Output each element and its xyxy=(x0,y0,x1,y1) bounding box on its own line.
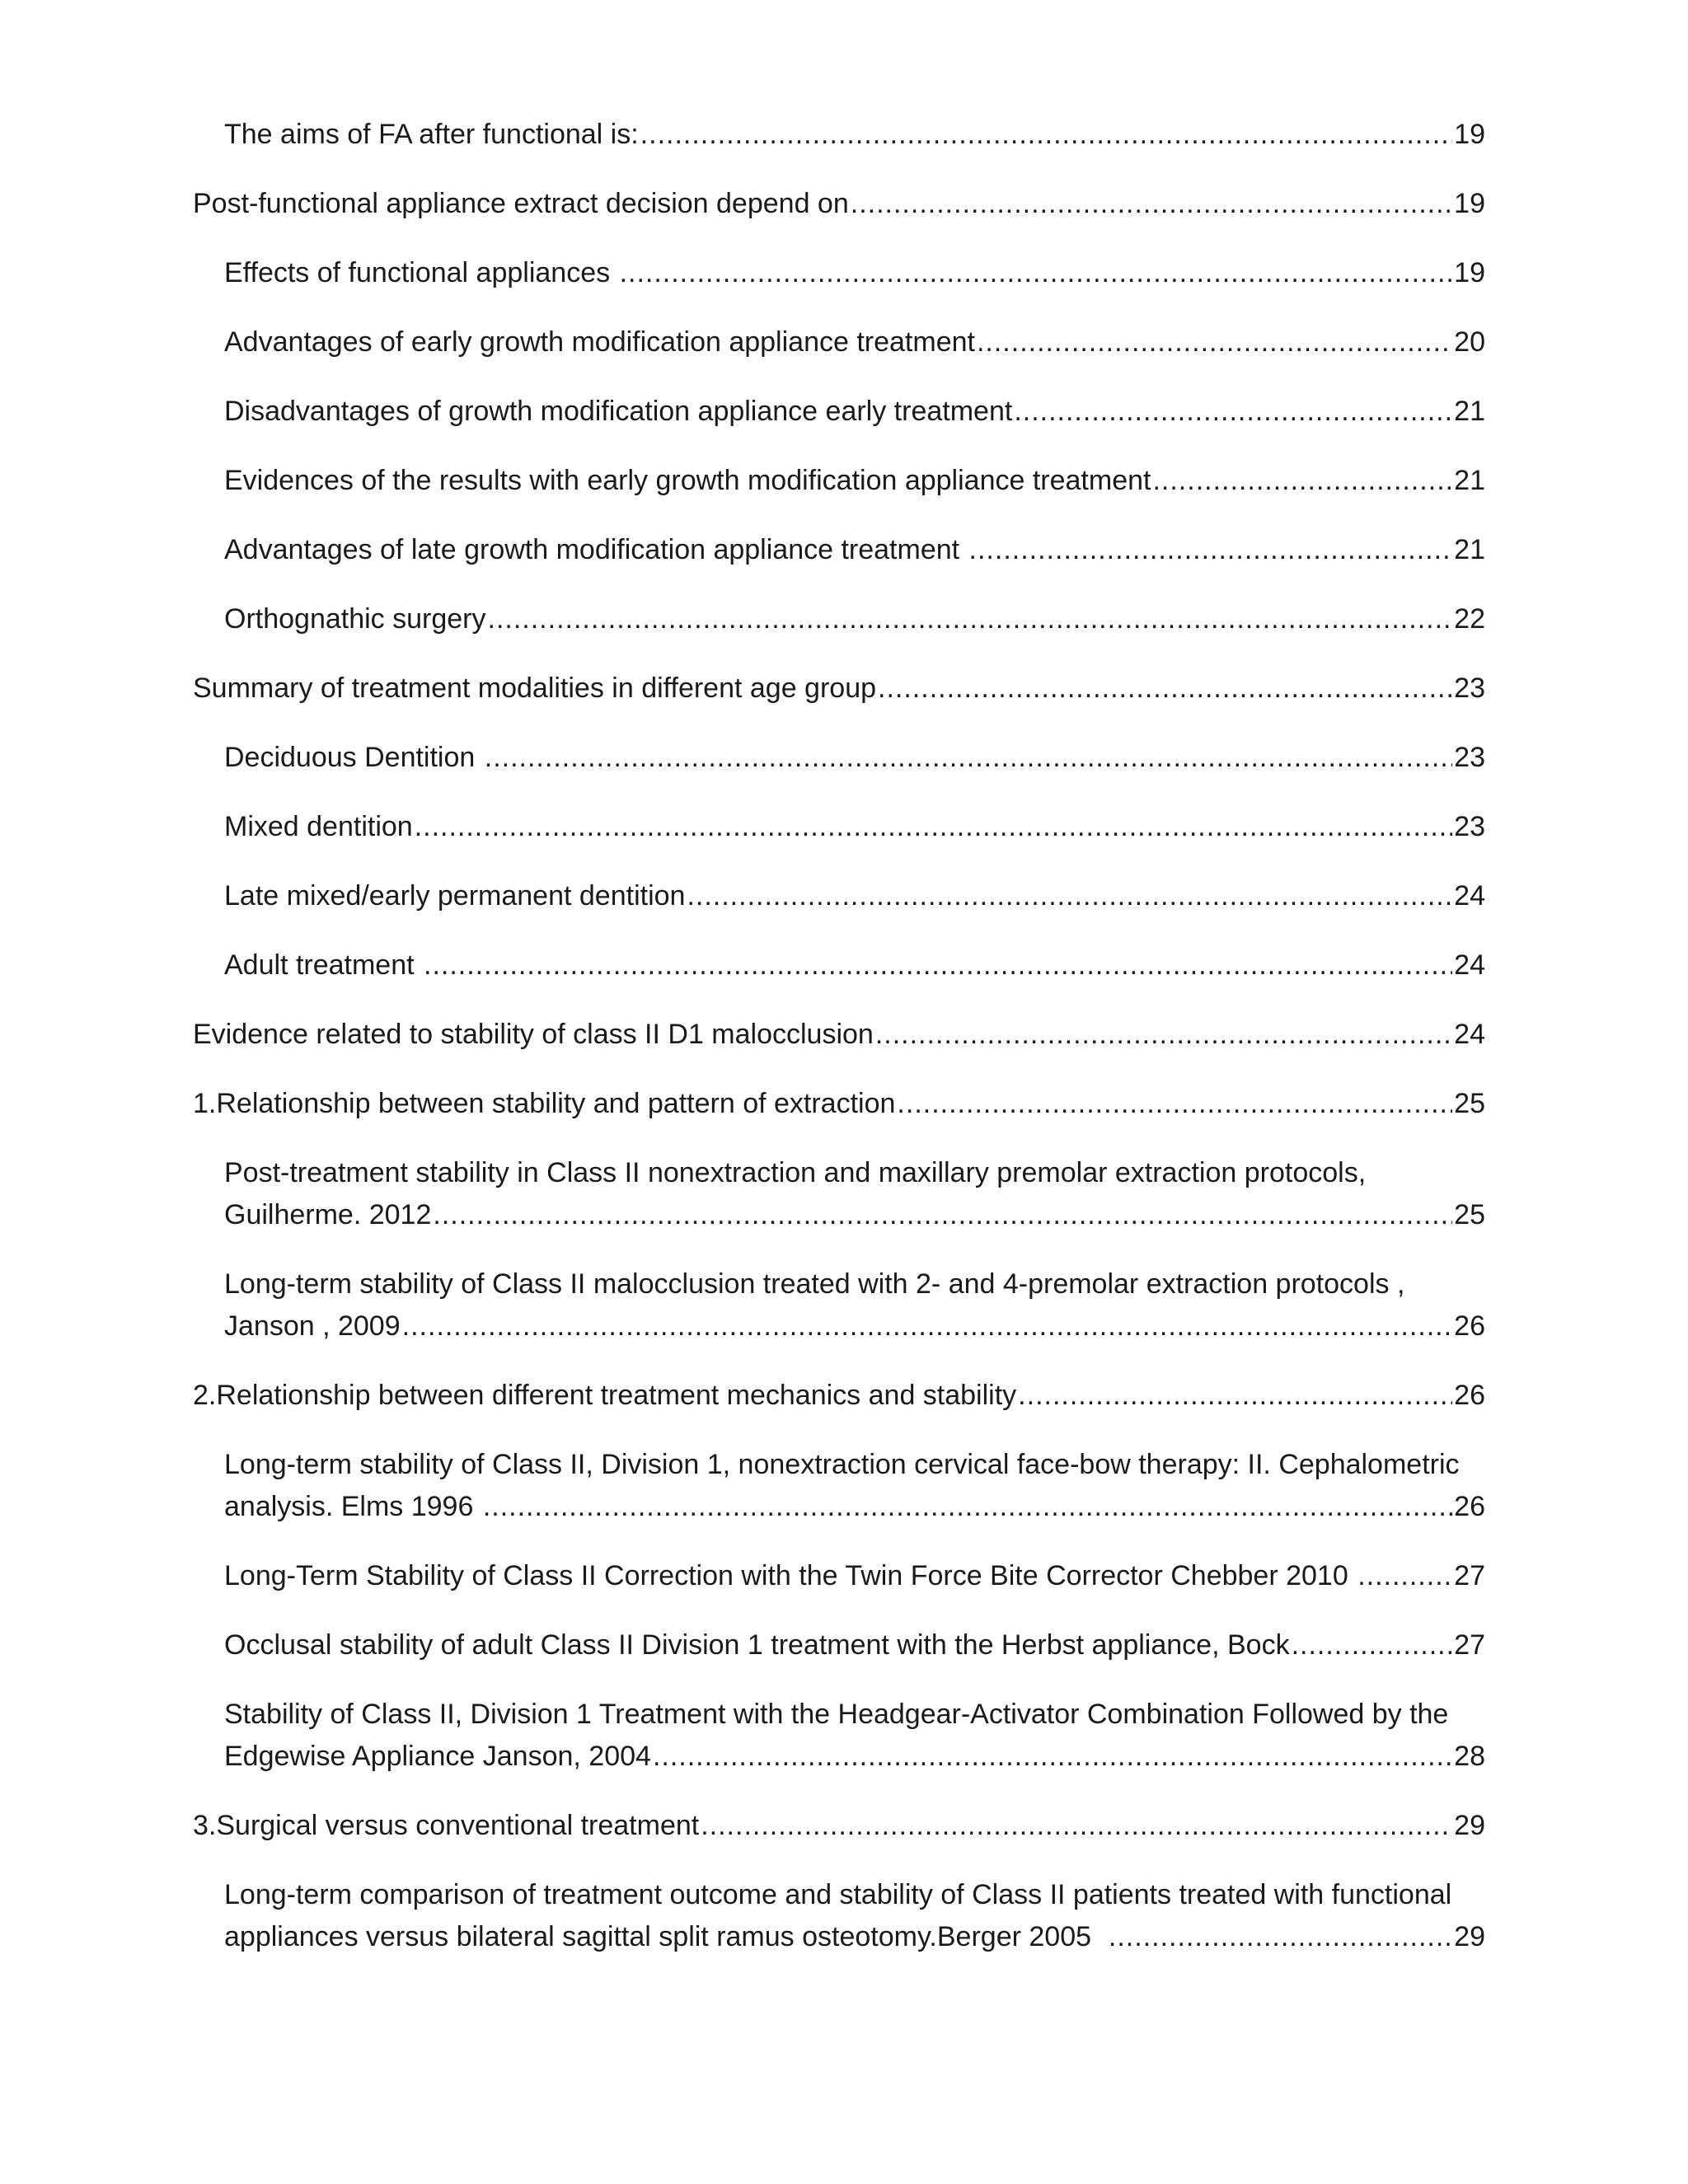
toc-entry-line xyxy=(224,598,1485,640)
toc-entry-title: Post-functional appliance extract decision depend on xyxy=(193,188,849,219)
toc-entry-line xyxy=(224,529,1485,571)
toc-entry-title: Adult treatment xyxy=(224,949,423,981)
toc-subsection-entry[interactable] xyxy=(193,1152,1485,1236)
toc-entry-line xyxy=(224,944,1485,987)
toc-subsection-entry[interactable] xyxy=(193,1444,1485,1528)
table-of-contents xyxy=(193,114,1485,1985)
dot-leader xyxy=(977,321,1452,363)
toc-entry-line xyxy=(193,1805,1485,1847)
dot-leader xyxy=(433,1194,1452,1236)
toc-entry-title-line1: Long-term comparison of treatment outcome and stability of Class II patients treated with functional xyxy=(224,1879,1452,1910)
toc-subsection-entry[interactable] xyxy=(193,1624,1485,1666)
toc-section-entry[interactable] xyxy=(193,1014,1485,1056)
toc-section-entry[interactable] xyxy=(193,668,1485,710)
dot-leader xyxy=(415,806,1452,848)
toc-entry-title: Advantages of early growth modification appliance treatment xyxy=(224,326,975,358)
toc-entry-line xyxy=(224,1555,1485,1597)
toc-page-number: 19 xyxy=(1454,257,1485,288)
toc-page-number: 21 xyxy=(1454,396,1485,427)
toc-entry-title: 2.Relationship between different treatment mechanics and stability xyxy=(193,1380,1017,1411)
toc-entry-title: 3.Surgical versus conventional treatment xyxy=(193,1810,700,1841)
toc-page-number: 19 xyxy=(1454,188,1485,219)
toc-entry-line xyxy=(193,1083,1485,1125)
toc-entry-title-line1: Stability of Class II, Division 1 Treatment with the Headgear-Activator Combination Followed by the xyxy=(224,1699,1449,1730)
toc-subsection-entry[interactable] xyxy=(193,1874,1485,1958)
toc-entry-line xyxy=(224,875,1485,917)
toc-entry-line xyxy=(193,668,1485,710)
toc-entry-title: Mixed dentition xyxy=(224,811,413,842)
dot-leader xyxy=(1152,460,1452,502)
toc-section-entry[interactable] xyxy=(193,1805,1485,1847)
toc-entry-line xyxy=(224,1624,1485,1666)
toc-entry-title: Disadvantages of growth modification appliance early treatment xyxy=(224,396,1013,427)
dot-leader xyxy=(488,598,1453,640)
dot-leader xyxy=(1109,1916,1452,1958)
toc-entry-title: Effects of functional appliances xyxy=(224,257,618,288)
toc-entry-line xyxy=(224,321,1485,363)
toc-subsection-entry[interactable] xyxy=(193,114,1485,156)
toc-subsection-entry[interactable] xyxy=(193,529,1485,571)
toc-entry-line xyxy=(224,252,1485,294)
dot-leader xyxy=(653,1736,1452,1778)
toc-entry-title: Long-Term Stability of Class II Correction with the Twin Force Bite Corrector Chebber 2010 xyxy=(224,1560,1357,1591)
toc-entry-title: Janson , 2009 xyxy=(224,1310,401,1342)
dot-leader xyxy=(1014,391,1452,433)
toc-subsection-entry[interactable] xyxy=(193,944,1485,987)
toc-entry-line xyxy=(224,114,1485,156)
toc-subsection-entry[interactable] xyxy=(193,1694,1485,1778)
toc-page-number: 26 xyxy=(1454,1310,1485,1342)
dot-leader xyxy=(897,1083,1452,1125)
toc-entry-line xyxy=(224,391,1485,433)
toc-entry-line xyxy=(224,1305,1485,1347)
toc-page-number: 21 xyxy=(1454,534,1485,565)
toc-page-number: 27 xyxy=(1454,1629,1485,1661)
toc-entry-line xyxy=(193,1375,1485,1417)
toc-entry-title: appliances versus bilateral sagittal split ramus osteotomy.Berger 2005 xyxy=(224,1921,1107,1952)
toc-entry-title: Late mixed/early permanent dentition xyxy=(224,880,686,912)
toc-subsection-entry[interactable] xyxy=(193,598,1485,640)
toc-page-number: 24 xyxy=(1454,949,1485,981)
dot-leader xyxy=(701,1805,1452,1847)
toc-entry-title-line1: Post-treatment stability in Class II nonextraction and maxillary premolar extraction protocols, xyxy=(224,1157,1367,1188)
toc-section-entry[interactable] xyxy=(193,1375,1485,1417)
toc-page-number: 29 xyxy=(1454,1921,1485,1952)
toc-subsection-entry[interactable] xyxy=(193,460,1485,502)
toc-page-number: 27 xyxy=(1454,1560,1485,1591)
toc-entry-title: The aims of FA after functional is: xyxy=(224,119,639,150)
toc-entry-line xyxy=(224,460,1485,502)
toc-subsection-entry[interactable] xyxy=(193,806,1485,848)
toc-entry-line xyxy=(224,1916,1485,1958)
toc-entry-title: 1.Relationship between stability and pattern of extraction xyxy=(193,1088,896,1119)
toc-entry-title-line1: Long-term stability of Class II, Division 1, nonextraction cervical face-bow therapy: II. Cephalometric xyxy=(224,1449,1460,1480)
dot-leader xyxy=(485,737,1452,779)
toc-section-entry[interactable] xyxy=(193,1083,1485,1125)
toc-entry-line xyxy=(193,183,1485,225)
toc-page-number: 28 xyxy=(1454,1741,1485,1772)
toc-page-number: 23 xyxy=(1454,811,1485,842)
toc-page-number: 25 xyxy=(1454,1088,1485,1119)
toc-page-number: 19 xyxy=(1454,119,1485,150)
dot-leader xyxy=(1292,1624,1453,1666)
toc-page-number: 26 xyxy=(1454,1491,1485,1522)
dot-leader xyxy=(1018,1375,1452,1417)
toc-entry-title-line1: Long-term stability of Class II malocclusion treated with 2- and 4-premolar extraction protocols , xyxy=(224,1268,1405,1300)
toc-page-number: 26 xyxy=(1454,1380,1485,1411)
toc-subsection-entry[interactable] xyxy=(193,252,1485,294)
toc-page-number: 24 xyxy=(1454,880,1485,912)
toc-page-number: 29 xyxy=(1454,1810,1485,1841)
toc-entry-title: analysis. Elms 1996 xyxy=(224,1491,481,1522)
dot-leader xyxy=(402,1305,1453,1347)
toc-entry-line xyxy=(224,737,1485,779)
toc-subsection-entry[interactable] xyxy=(193,321,1485,363)
dot-leader xyxy=(687,875,1452,917)
toc-subsection-entry[interactable] xyxy=(193,1263,1485,1347)
toc-entry-title: Advantages of late growth modification appliance treatment xyxy=(224,534,968,565)
dot-leader xyxy=(424,944,1452,987)
toc-entry-title: Deciduous Dentition xyxy=(224,742,483,773)
toc-entry-title: Orthognathic surgery xyxy=(224,603,486,635)
dot-leader xyxy=(969,529,1453,571)
dot-leader xyxy=(851,183,1452,225)
toc-entry-line xyxy=(224,1486,1485,1528)
toc-section-entry[interactable] xyxy=(193,183,1485,225)
dot-leader xyxy=(640,114,1452,156)
toc-page-number: 23 xyxy=(1454,742,1485,773)
dot-leader xyxy=(1357,1555,1452,1597)
toc-subsection-entry[interactable] xyxy=(193,391,1485,433)
toc-entry-title: Occlusal stability of adult Class II Division 1 treatment with the Herbst appliance, Bock xyxy=(224,1629,1290,1661)
toc-subsection-entry[interactable] xyxy=(193,875,1485,917)
toc-entry-title: Evidence related to stability of class II D1 malocclusion xyxy=(193,1019,874,1050)
toc-entry-title: Summary of treatment modalities in different age group xyxy=(193,673,877,704)
toc-page-number: 21 xyxy=(1454,465,1485,496)
toc-entry-title: Guilherme. 2012 xyxy=(224,1199,432,1230)
toc-subsection-entry[interactable] xyxy=(193,1555,1485,1597)
toc-subsection-entry[interactable] xyxy=(193,737,1485,779)
dot-leader xyxy=(878,668,1452,710)
toc-entry-line xyxy=(193,1014,1485,1056)
toc-page-number: 23 xyxy=(1454,673,1485,704)
toc-page-number: 22 xyxy=(1454,603,1485,635)
toc-entry-title: Edgewise Appliance Janson, 2004 xyxy=(224,1741,651,1772)
toc-entry-line xyxy=(224,1736,1485,1778)
toc-entry-line xyxy=(224,1194,1485,1236)
toc-entry-title: Evidences of the results with early growth modification appliance treatment xyxy=(224,465,1151,496)
dot-leader xyxy=(483,1486,1452,1528)
toc-page-number: 20 xyxy=(1454,326,1485,358)
dot-leader xyxy=(620,252,1453,294)
toc-entry-line xyxy=(224,806,1485,848)
dot-leader xyxy=(875,1014,1452,1056)
toc-page-number: 24 xyxy=(1454,1019,1485,1050)
toc-page-number: 25 xyxy=(1454,1199,1485,1230)
